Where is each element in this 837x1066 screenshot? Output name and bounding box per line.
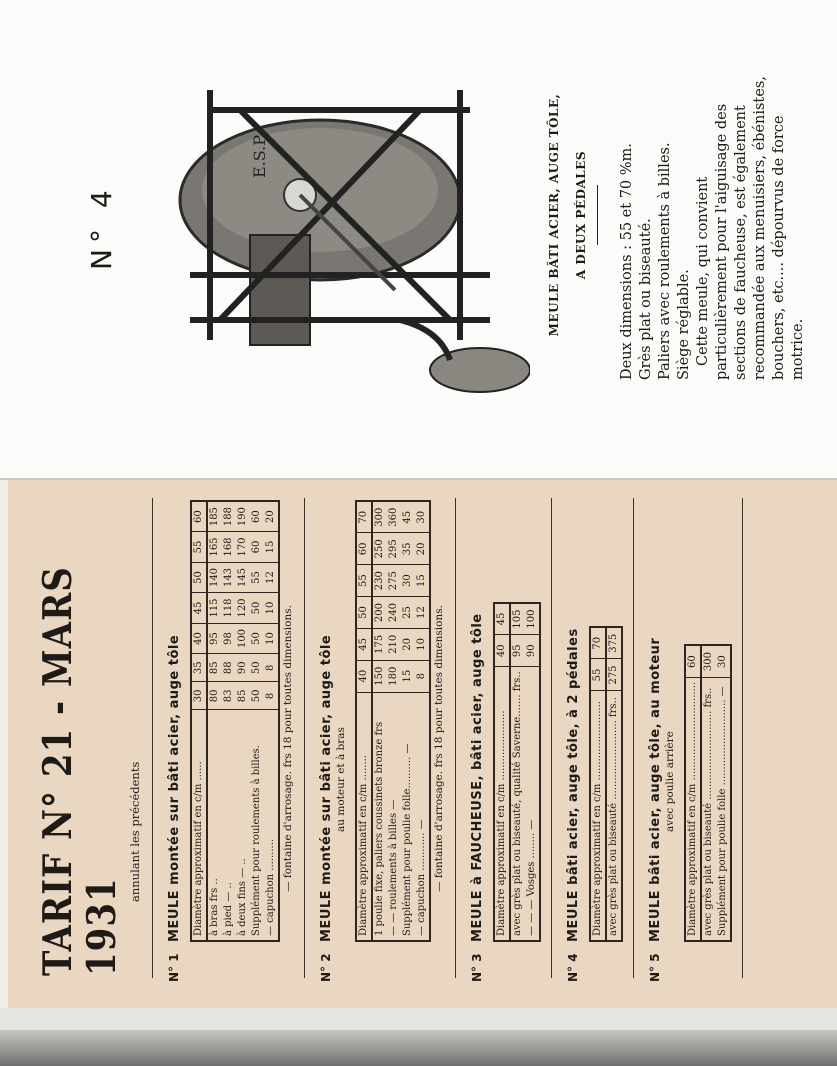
diameter-column: 35 bbox=[191, 654, 207, 682]
table-row bbox=[415, 501, 430, 941]
price-cell: 10 bbox=[264, 623, 279, 654]
row-label: — — roulements à billes — bbox=[388, 799, 399, 936]
table-row bbox=[387, 501, 401, 941]
item-number: N° 1 bbox=[167, 953, 181, 982]
price-cell: 25 bbox=[401, 597, 415, 629]
row-label: — capuchon .......... bbox=[265, 838, 276, 936]
price-cell: 98 bbox=[222, 623, 236, 654]
diameter-column: 70 bbox=[356, 501, 372, 533]
section-divider bbox=[633, 498, 634, 978]
diameter-header: Diamètre approximatif en c/m ............................... bbox=[685, 677, 701, 941]
table-row bbox=[716, 645, 731, 941]
product-title-line1: MEULE BÂTI ACIER, AUGE TÔLE, bbox=[547, 93, 561, 337]
price-cell: 8 bbox=[415, 660, 430, 692]
price-cell: 85 bbox=[207, 654, 222, 682]
table-row bbox=[510, 603, 525, 941]
item-title: MEULE montée sur bâti acier, auge tôle bbox=[319, 634, 334, 942]
price-cell: 375 bbox=[606, 627, 622, 659]
row-label: à bras frs .. bbox=[209, 878, 220, 936]
tarif-item bbox=[566, 500, 634, 982]
section-divider bbox=[742, 498, 743, 978]
price-cell: 15 bbox=[415, 565, 430, 597]
diameter-column: 30 bbox=[191, 682, 207, 710]
item-number: N° 3 bbox=[470, 953, 484, 982]
price-cell: 150 bbox=[372, 660, 387, 692]
grinding-machine-illustration bbox=[150, 60, 530, 440]
machine-logo: E.S.P bbox=[250, 134, 269, 178]
table-row bbox=[701, 645, 716, 941]
price-table bbox=[493, 602, 541, 942]
product-description bbox=[545, 50, 808, 380]
title-rule bbox=[597, 185, 598, 245]
price-cell: 165 bbox=[207, 532, 222, 563]
price-cell: 12 bbox=[264, 562, 279, 593]
item-number: N° 4 bbox=[566, 953, 580, 982]
item-title: MEULE montée sur bâti acier, auge tôle bbox=[167, 634, 182, 942]
tarif-content bbox=[0, 478, 837, 1008]
diameter-column: 60 bbox=[191, 501, 207, 532]
item-footnote: — fontaine d'arrosage. frs 18 pour toutes dimensions. bbox=[433, 605, 445, 892]
price-cell: 20 bbox=[264, 501, 279, 532]
price-cell: 175 bbox=[372, 628, 387, 660]
price-cell: 168 bbox=[222, 532, 236, 563]
price-cell: 83 bbox=[222, 682, 236, 710]
price-table bbox=[684, 644, 732, 942]
diameter-header: Diamètre approximatif en c/m ......................... bbox=[590, 691, 606, 941]
price-cell: 90 bbox=[525, 635, 540, 667]
price-cell: 30 bbox=[401, 565, 415, 597]
row-label: — — — Vosges ........ — bbox=[526, 819, 537, 936]
item-footnote: — fontaine d'arrosage. frs 18 pour toutes dimensions. bbox=[282, 605, 294, 892]
desc-stone: Grès plat ou biseauté. bbox=[638, 218, 654, 380]
price-cell: 120 bbox=[236, 593, 250, 624]
diameter-header: Diamètre approximatif en c/m ........ bbox=[356, 692, 372, 941]
price-cell: 60 bbox=[250, 501, 264, 532]
price-cell: 12 bbox=[415, 597, 430, 629]
tarif-title: TARIF N° 21 - MARS 1931 bbox=[35, 566, 126, 976]
tarif-item bbox=[648, 500, 743, 982]
price-cell: 275 bbox=[387, 565, 401, 597]
price-cell: 143 bbox=[222, 562, 236, 593]
title-divider bbox=[152, 498, 153, 978]
price-cell: 50 bbox=[250, 682, 264, 710]
price-cell: 88 bbox=[222, 654, 236, 682]
diameter-header: Diamètre approximatif en c/m ...... bbox=[191, 710, 207, 941]
table-row bbox=[401, 501, 415, 941]
section-divider bbox=[455, 498, 456, 978]
price-cell: 105 bbox=[510, 603, 525, 635]
price-cell: 180 bbox=[387, 660, 401, 692]
price-cell: 10 bbox=[264, 593, 279, 624]
diameter-column: 40 bbox=[356, 660, 372, 692]
price-cell: 35 bbox=[401, 533, 415, 565]
price-cell: 210 bbox=[387, 628, 401, 660]
price-cell: 50 bbox=[250, 593, 264, 624]
price-cell: 8 bbox=[264, 682, 279, 710]
price-cell: 100 bbox=[525, 603, 540, 635]
tarif-item bbox=[319, 500, 456, 982]
diameter-column: 45 bbox=[191, 593, 207, 624]
price-cell: 190 bbox=[236, 501, 250, 532]
price-cell: 80 bbox=[207, 682, 222, 710]
diameter-column: 55 bbox=[590, 659, 606, 691]
diameter-column: 60 bbox=[685, 645, 701, 677]
price-cell: 145 bbox=[236, 562, 250, 593]
diameter-column: 45 bbox=[356, 628, 372, 660]
diameter-column: 50 bbox=[191, 562, 207, 593]
product-title-line2: A DEUX PÉDALES bbox=[574, 150, 588, 280]
table-row bbox=[207, 501, 222, 941]
price-cell: 15 bbox=[401, 660, 415, 692]
diameter-header: Diamètre approximatif en c/m ...................... bbox=[494, 667, 510, 941]
price-cell: 115 bbox=[207, 593, 222, 624]
price-cell: 8 bbox=[264, 654, 279, 682]
tarif-item bbox=[470, 500, 552, 982]
row-label: Supplément pour poulie folle ........................... — bbox=[717, 686, 728, 936]
diameter-column: 55 bbox=[191, 532, 207, 563]
desc-usage: Cette meule, qui convient particulièrement pour l'aiguisage des sections de faucheuse, est également recommandée aux menuisiers, ébénistes, bouchers, etc.... dépourvus de force motrice. bbox=[695, 76, 806, 380]
price-cell: 45 bbox=[401, 501, 415, 533]
price-cell: 140 bbox=[207, 562, 222, 593]
desc-bearings: Paliers avec roulements à billes. bbox=[657, 142, 673, 380]
item-title: MEULE à FAUCHEUSE, bâti acier, auge tôle bbox=[470, 613, 485, 942]
diameter-column: 70 bbox=[590, 627, 606, 659]
price-cell: 95 bbox=[207, 623, 222, 654]
price-table bbox=[355, 500, 431, 942]
diameter-column: 40 bbox=[494, 635, 510, 667]
price-table bbox=[589, 626, 623, 942]
page-number: N° 4 bbox=[85, 184, 118, 270]
diameter-column: 45 bbox=[494, 603, 510, 635]
row-label: avec grès plat ou biseauté ......................... frs.. bbox=[608, 697, 619, 936]
table-row bbox=[525, 603, 540, 941]
row-label: à deux fins — .. bbox=[237, 858, 248, 936]
row-label: avec grès plat ou biseauté ............................ frs.. bbox=[703, 687, 714, 936]
item-number: N° 2 bbox=[319, 953, 333, 982]
price-table bbox=[190, 500, 280, 942]
item-number: N° 5 bbox=[648, 953, 662, 982]
price-cell: 95 bbox=[510, 635, 525, 667]
price-cell: 360 bbox=[387, 501, 401, 533]
price-cell: 170 bbox=[236, 532, 250, 563]
row-label: Supplément pour roulements à billes. bbox=[251, 745, 262, 936]
price-cell: 185 bbox=[207, 501, 222, 532]
price-cell: 30 bbox=[415, 501, 430, 533]
desc-seat: Siège réglable. bbox=[676, 269, 692, 380]
section-divider bbox=[551, 498, 552, 978]
scan-background bbox=[0, 1008, 837, 1066]
table-row bbox=[372, 501, 387, 941]
table-row bbox=[236, 501, 250, 941]
tarif-subtitle: annulant les précédents bbox=[128, 761, 142, 902]
table-row bbox=[222, 501, 236, 941]
desc-dimensions: Deux dimensions : 55 et 70 %m. bbox=[619, 143, 635, 380]
tarif-items bbox=[167, 500, 743, 982]
diameter-column: 55 bbox=[356, 565, 372, 597]
price-cell: 15 bbox=[264, 532, 279, 563]
item-title: MEULE bâti acier, auge tôle, au moteur bbox=[648, 637, 663, 942]
price-cell: 60 bbox=[250, 532, 264, 563]
price-cell: 20 bbox=[401, 628, 415, 660]
price-cell: 200 bbox=[372, 597, 387, 629]
table-row bbox=[264, 501, 279, 941]
price-cell: 100 bbox=[236, 623, 250, 654]
item-title: MEULE bâti acier, auge tôle, à 2 pédales bbox=[566, 628, 581, 942]
diameter-column: 40 bbox=[191, 623, 207, 654]
tarif-item bbox=[167, 500, 305, 982]
diameter-column: 60 bbox=[356, 533, 372, 565]
row-label: — capuchon ............ — bbox=[416, 819, 427, 936]
table-row bbox=[250, 501, 264, 941]
price-cell: 300 bbox=[701, 645, 716, 677]
price-cell: 188 bbox=[222, 501, 236, 532]
row-label: Supplément pour poulie folle.......... — bbox=[402, 743, 413, 936]
item-note: au moteur et à bras bbox=[335, 727, 347, 832]
price-cell: 300 bbox=[372, 501, 387, 533]
row-label: à pied — .. bbox=[223, 882, 234, 936]
price-cell: 10 bbox=[415, 628, 430, 660]
price-cell: 90 bbox=[236, 654, 250, 682]
price-cell: 230 bbox=[372, 565, 387, 597]
price-cell: 20 bbox=[415, 533, 430, 565]
table-row bbox=[606, 627, 622, 941]
price-cell: 30 bbox=[716, 645, 731, 677]
price-cell: 118 bbox=[222, 593, 236, 624]
diameter-column: 50 bbox=[356, 597, 372, 629]
row-label: avec grès plat ou biseauté, qualité Saverne....... frs.. bbox=[512, 671, 523, 936]
section-divider bbox=[304, 498, 305, 978]
price-cell: 85 bbox=[236, 682, 250, 710]
price-cell: 295 bbox=[387, 533, 401, 565]
item-note: avec poulie arrière bbox=[664, 731, 676, 832]
price-cell: 250 bbox=[372, 533, 387, 565]
price-cell: 50 bbox=[250, 623, 264, 654]
catalogue-page bbox=[0, 0, 837, 478]
price-cell: 275 bbox=[606, 659, 622, 691]
price-cell: 240 bbox=[387, 597, 401, 629]
price-cell: 55 bbox=[250, 562, 264, 593]
row-label: 1 poulie fixe, paliers coussinets bronze frs bbox=[374, 721, 385, 936]
price-cell: 50 bbox=[250, 654, 264, 682]
